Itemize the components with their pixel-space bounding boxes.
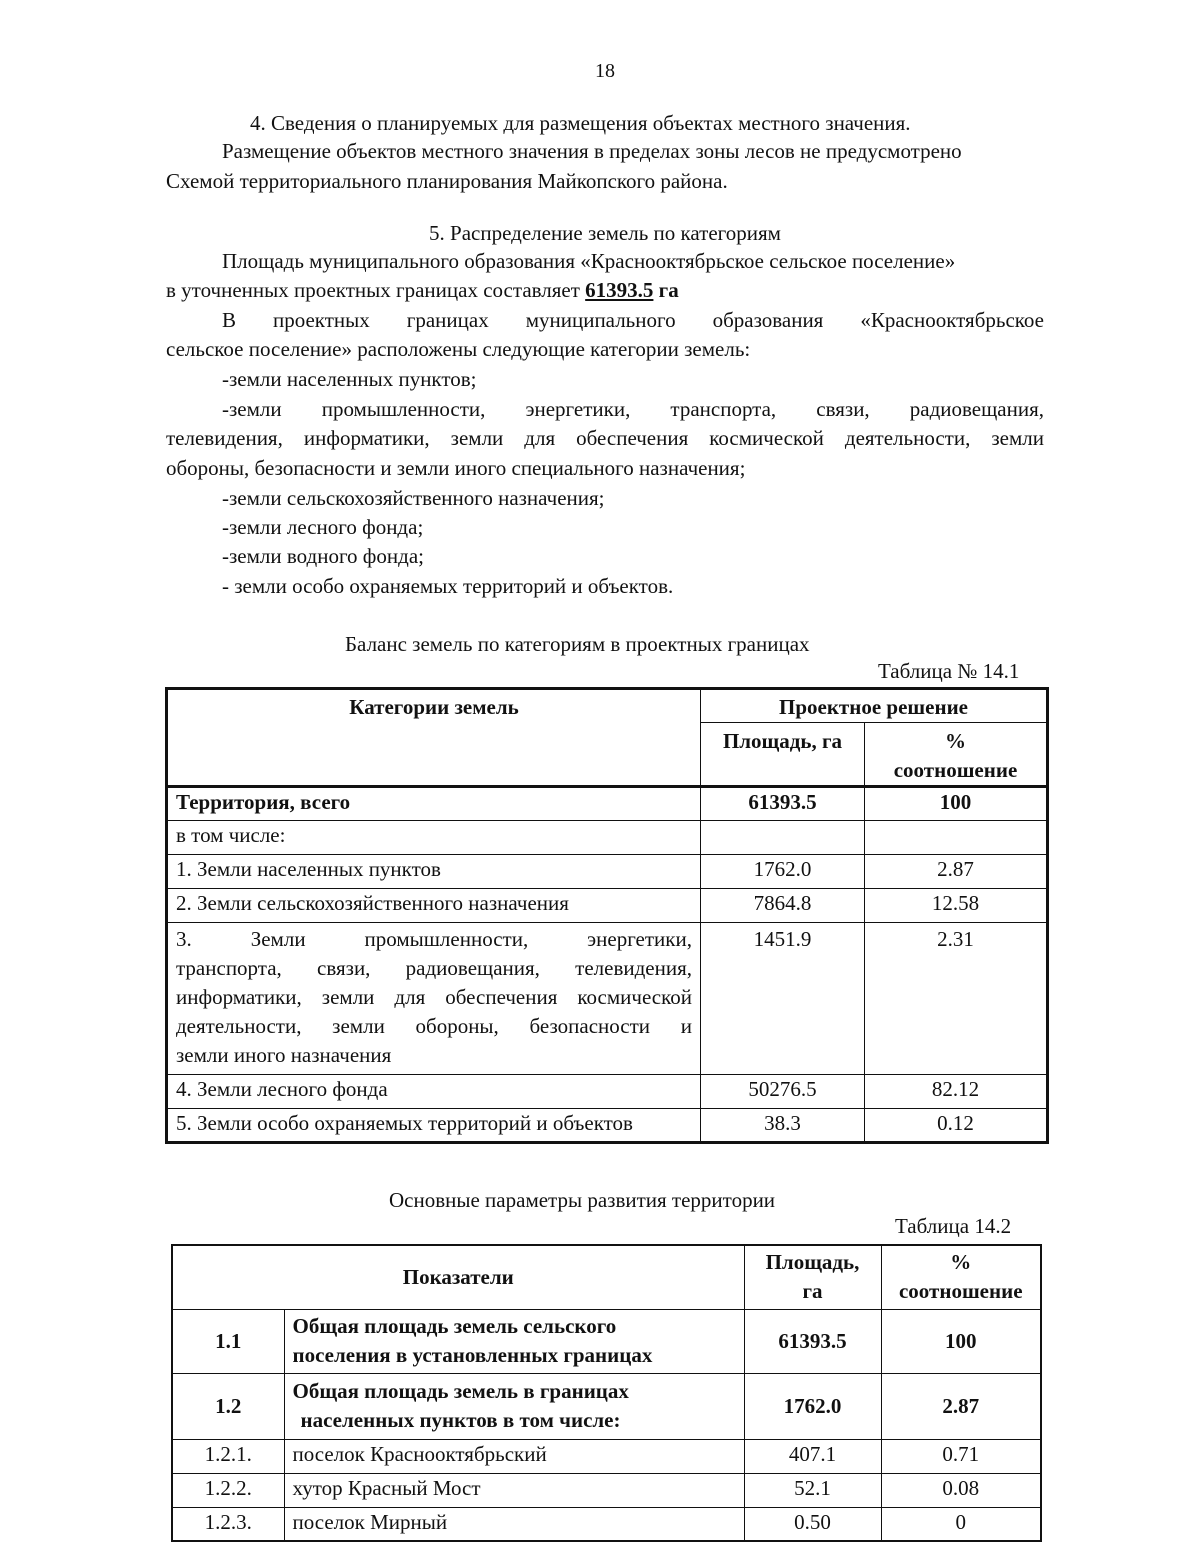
row3-code: 1.2.1.	[172, 1439, 284, 1473]
row2-code: 1.2	[172, 1373, 284, 1439]
table-row	[167, 821, 1048, 855]
area-line2-prefix: в уточненных проектных границах составляет	[166, 278, 580, 302]
row1-name-line2: поселения в установленных границах	[292, 1343, 653, 1367]
row2-area: 1762.0	[744, 1373, 881, 1439]
row1-code: 1.1	[172, 1309, 284, 1373]
row3-area: 407.1	[744, 1439, 881, 1473]
row1-area: 61393.5	[744, 1309, 881, 1373]
row3-name-line2: транспорта, связи, радиовещания, телевидения,	[176, 956, 692, 980]
category-item-1: -земли населенных пунктов;	[222, 367, 477, 391]
header-decision: Проектное решение	[701, 689, 1048, 723]
row3-name-line5: земли иного назначения	[176, 1043, 392, 1067]
row-total-name: Территория, всего	[167, 787, 701, 821]
header-percent	[865, 723, 1048, 787]
row1-percent: 100	[881, 1309, 1041, 1373]
header-category: Категории земель	[167, 689, 701, 787]
row1-name	[284, 1309, 744, 1373]
category-item-6: - земли особо охраняемых территорий и объектов.	[222, 574, 674, 598]
table2-number: Таблица 14.2	[895, 1214, 1012, 1238]
area-line2	[166, 275, 679, 305]
row-total-area: 61393.5	[701, 787, 865, 821]
row2-name-line2: населенных пунктов в том числе:	[300, 1408, 621, 1432]
row4-code: 1.2.2.	[172, 1473, 284, 1507]
row5-area: 0.50	[744, 1507, 881, 1541]
section-5-heading: 5. Распределение земель по категориям	[429, 221, 781, 245]
row1-area: 1762.0	[701, 855, 865, 889]
section-4-heading: 4. Сведения о планируемых для размещения объектах местного значения.	[250, 111, 911, 135]
row4-percent: 82.12	[865, 1075, 1048, 1109]
table2-caption: Основные параметры развития территории	[389, 1188, 776, 1212]
row5-name: поселок Мирный	[284, 1507, 744, 1541]
header-percent-label: соотношение	[898, 1279, 1023, 1304]
section-4-text-line1: Размещение объектов местного значения в пределах зоны лесов не предусмотрено	[222, 139, 962, 163]
categories-intro-line1: В проектных границах муниципального образования «Краснооктябрьское	[222, 308, 1044, 332]
page-number: 18	[595, 60, 615, 82]
row4-area: 52.1	[744, 1473, 881, 1507]
category-item-5: -земли водного фонда;	[222, 544, 424, 568]
header-area-label: Площадь,	[765, 1250, 860, 1275]
row3-area: 1451.9	[701, 923, 865, 1075]
table-row	[167, 889, 1048, 923]
row2-name: 2. Земли сельскохозяйственного назначения	[167, 889, 701, 923]
row1-name-line1: Общая площадь земель сельского	[292, 1314, 617, 1338]
header-area-unit: га	[802, 1279, 823, 1304]
area-value: 61393.5	[585, 278, 654, 302]
table-row	[167, 787, 1048, 821]
table-row	[167, 855, 1048, 889]
header-percent-sign: %	[950, 1250, 972, 1275]
category-item-2-line2: телевидения, информатики, земли для обеспечения космической деятельности, земли	[166, 426, 1044, 450]
row3-name-line1: 3. Земли промышленности, энергетики,	[176, 927, 692, 951]
area-unit: га	[658, 278, 679, 302]
header-percent	[881, 1245, 1041, 1309]
row4-percent: 0.08	[881, 1473, 1041, 1507]
header-area: Площадь, га	[701, 723, 865, 787]
row1-percent: 2.87	[865, 855, 1048, 889]
table-row	[172, 1309, 1041, 1373]
row5-percent: 0.12	[865, 1109, 1048, 1143]
row4-area: 50276.5	[701, 1075, 865, 1109]
category-item-2-line1: -земли промышленности, энергетики, транспорта, связи, радиовещания,	[222, 397, 1044, 421]
row3-name	[167, 923, 701, 1075]
row3-percent: 2.31	[865, 923, 1048, 1075]
row5-percent: 0	[881, 1507, 1041, 1541]
row3-name-line4: деятельности, земли обороны, безопасности и	[176, 1014, 692, 1038]
table-row	[167, 1075, 1048, 1109]
row2-percent: 2.87	[881, 1373, 1041, 1439]
section-4-text-line2: Схемой территориального планирования Майкопского района.	[166, 169, 728, 193]
table1-caption: Баланс земель по категориям в проектных границах	[345, 632, 810, 656]
table-row	[172, 1373, 1041, 1439]
row1-name: 1. Земли населенных пунктов	[167, 855, 701, 889]
row4-name: 4. Земли лесного фонда	[167, 1075, 701, 1109]
row-total-percent: 100	[865, 787, 1048, 821]
categories-intro-line2: сельское поселение» расположены следующие категории земель:	[166, 337, 751, 361]
table-row	[172, 1439, 1041, 1473]
row3-percent: 0.71	[881, 1439, 1041, 1473]
header-percent-sign: %	[945, 729, 966, 753]
table-row	[167, 923, 1048, 1075]
header-area	[744, 1245, 881, 1309]
table1-number: Таблица № 14.1	[878, 659, 1020, 683]
row4-name: хутор Красный Мост	[284, 1473, 744, 1507]
category-item-2-line3: обороны, безопасности и земли иного специального назначения;	[166, 456, 746, 480]
table-row	[167, 1109, 1048, 1143]
land-balance-table	[165, 687, 1049, 1144]
area-line1: Площадь муниципального образования «Краснооктябрьское сельское поселение»	[222, 249, 956, 273]
row2-percent: 12.58	[865, 889, 1048, 923]
table-row	[172, 1473, 1041, 1507]
row3-name: поселок Краснооктябрьский	[284, 1439, 744, 1473]
row3-name-line3: информатики, земли для обеспечения космической	[176, 985, 692, 1009]
category-item-4: -земли лесного фонда;	[222, 515, 424, 539]
row5-name: 5. Земли особо охраняемых территорий и объектов	[167, 1109, 701, 1143]
row5-area: 38.3	[701, 1109, 865, 1143]
table-row	[172, 1507, 1041, 1541]
row5-code: 1.2.3.	[172, 1507, 284, 1541]
development-parameters-table	[171, 1244, 1042, 1542]
row-including: в том числе:	[167, 821, 701, 855]
row2-name-line1: Общая площадь земель в границах	[292, 1379, 629, 1403]
row2-area: 7864.8	[701, 889, 865, 923]
category-item-3: -земли сельскохозяйственного назначения;	[222, 486, 605, 510]
row2-name	[284, 1373, 744, 1439]
header-percent-label: соотношение	[893, 758, 1018, 782]
header-indicators: Показатели	[172, 1245, 744, 1309]
